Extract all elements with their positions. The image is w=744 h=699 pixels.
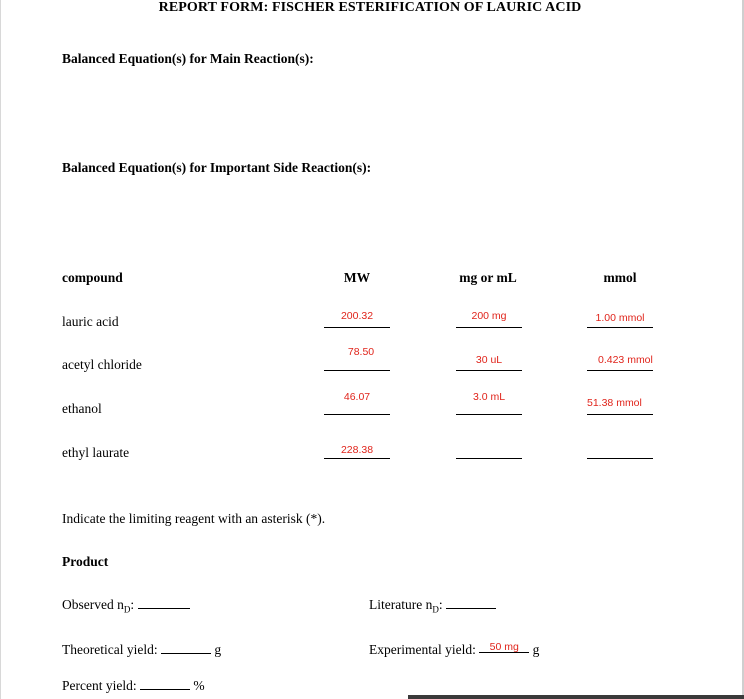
mw-line-3	[324, 414, 390, 415]
mass-line-3	[456, 414, 522, 415]
mmol-lauric-acid: 1.00 mmol	[595, 312, 645, 324]
mw-ethanol: 46.07	[343, 391, 371, 403]
mmol-line-3	[587, 414, 653, 415]
product-heading: Product	[62, 554, 109, 569]
limiting-reagent-note: Indicate the limiting reagent with an asterisk (*).	[62, 511, 326, 526]
observed-nd-blank	[138, 597, 190, 609]
side-reaction-heading: Balanced Equation(s) for Important Side Reaction(s):	[62, 160, 372, 175]
observed-nd-label: Observed n	[62, 597, 124, 612]
mmol-line-4	[587, 458, 653, 459]
percent-yield-field	[62, 678, 205, 694]
mmol-ethanol: 51.38 mmol	[587, 397, 642, 409]
compound-ethanol: ethanol	[62, 401, 102, 416]
literature-nd-subscript: D	[432, 604, 439, 615]
mw-lauric-acid: 200.32	[340, 310, 374, 322]
percent-yield-label: Percent yield:	[62, 678, 137, 693]
header-compound: compound	[62, 270, 123, 285]
observed-nd-subscript: D	[123, 604, 131, 615]
mw-acetyl-chloride: 78.50	[347, 346, 375, 358]
compound-acetyl-chloride: acetyl chloride	[62, 357, 142, 372]
experimental-yield-label: Experimental yield:	[369, 642, 476, 657]
literature-nd-field: Literature $n_D$:	[369, 597, 496, 615]
compound-lauric-acid: lauric acid	[62, 314, 119, 329]
theoretical-yield-field	[62, 642, 221, 658]
theoretical-yield-label: Theoretical yield:	[62, 642, 158, 657]
percent-yield-unit: %	[193, 678, 205, 693]
mass-line-4	[456, 458, 522, 459]
mw-line-4	[324, 458, 390, 459]
mass-lauric-acid: 200 mg	[471, 310, 507, 322]
mw-ethyl-laurate: 228.38	[340, 444, 374, 456]
experimental-yield-value: 50 mg	[489, 641, 519, 653]
experimental-yield-unit: g	[532, 642, 540, 657]
bottom-scrollbar[interactable]	[408, 695, 744, 699]
experimental-yield-blank	[479, 640, 529, 653]
literature-nd-blank	[446, 597, 496, 609]
mw-line-2	[324, 370, 390, 371]
header-mass: mg or mL	[459, 270, 517, 285]
mmol-acetyl-chloride: 0.423 mmol	[598, 354, 653, 366]
theoretical-yield-unit: g	[214, 642, 222, 657]
header-mmol: mmol	[603, 270, 637, 285]
literature-nd-label: Literature n	[369, 597, 433, 612]
mw-line-1	[324, 327, 390, 328]
mass-acetyl-chloride: 30 uL	[475, 354, 503, 366]
experimental-yield-field	[369, 642, 539, 658]
percent-yield-blank	[140, 678, 190, 690]
mass-ethanol: 3.0 mL	[472, 391, 506, 403]
mass-line-1	[456, 327, 522, 328]
report-title: REPORT FORM: FISCHER ESTERIFICATION OF LAURIC ACID	[158, 0, 582, 15]
mmol-line-1	[587, 327, 653, 328]
header-mw: MW	[343, 270, 371, 285]
theoretical-yield-blank	[161, 642, 211, 654]
observed-nd-field: Observed $n_D$:	[62, 597, 190, 615]
left-border	[0, 0, 1, 699]
mass-line-2	[456, 370, 522, 371]
main-reaction-heading: Balanced Equation(s) for Main Reaction(s):	[62, 51, 314, 66]
mmol-line-2	[587, 370, 653, 371]
compound-ethyl-laurate: ethyl laurate	[62, 445, 130, 460]
